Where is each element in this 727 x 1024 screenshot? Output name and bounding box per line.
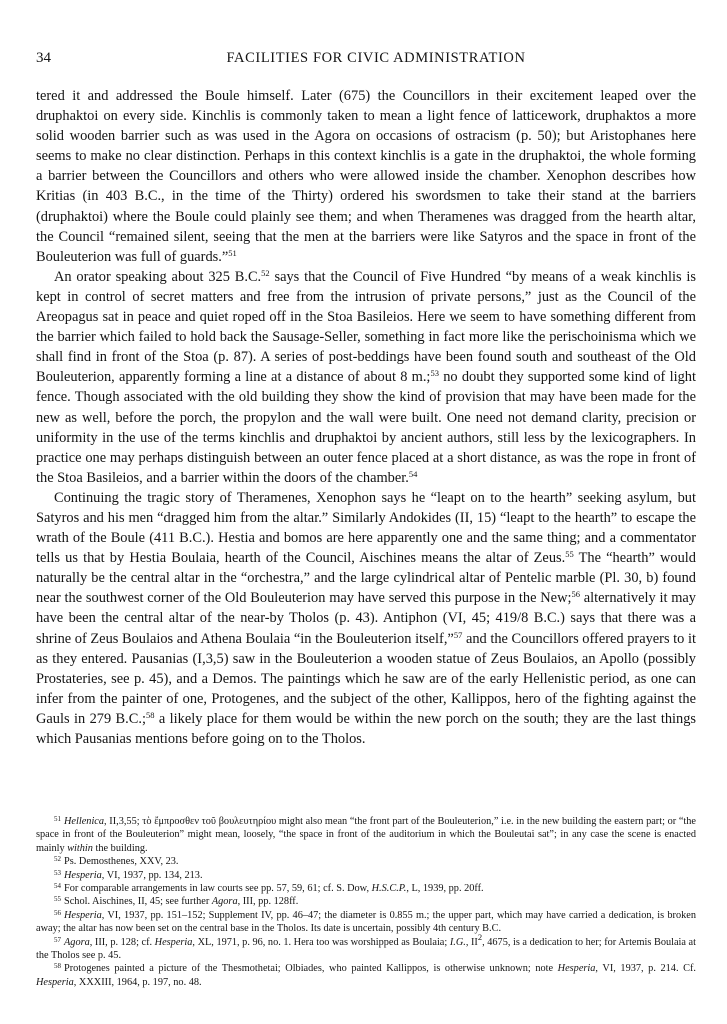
text-run: , II	[465, 936, 478, 948]
footnote-number: 56	[54, 908, 61, 917]
text-run: An orator speaking about 325 B.C.	[54, 268, 262, 285]
running-title: FACILITIES FOR CIVIC ADMINISTRATION	[226, 50, 526, 66]
text-run: and the Councillors offered prayers to it as they entered. Pausanias (I,3,5) saw in the Bouleuterion a wooden statue of Zeus Boulaios, an Apollo (possibly Prostateries, see p. 45), and a Demos. The paintings which he saw are of the early Hellenistic period, as one can infer from the painter of one, Protogenes, and the subject of the other, Kallippos, hero of the fighting against the Gauls in 279 B.C.;	[36, 630, 696, 727]
body-paragraph	[36, 488, 696, 749]
page-number: 34	[36, 50, 51, 66]
text-run: , III, pp. 128ff.	[237, 896, 299, 908]
main-text	[36, 86, 696, 749]
text-run: , III, p. 128; cf.	[89, 936, 155, 948]
italic-text: Hesperia	[64, 869, 102, 881]
footnote	[36, 962, 696, 989]
text-run: For comparable arrangements in law courts see pp. 57, 59, 61; cf. S. Dow,	[64, 883, 372, 895]
italic-text: I.G.	[449, 936, 466, 948]
footnote-ref: 53	[430, 368, 439, 379]
text-run: tered it and addressed the Boule himself. Later (675) the Councillors in their excitement leaped over the druphaktoi on every side. Kinchlis is commonly taken to mean a light fence of latticework, druphaktos a more solid wooden barrier such as was used in the Agora on occasions of ostracism (p. 50); but Aristophanes here seems to make no clear distinction. Perhaps in this context kinchlis is a gate in the druphaktoi, the whole forming a barrier between the Councillors and others who were allowed inside the chamber. Xenophon describes how Kritias (in 403 B.C., in the time of the Thirty) ordered his swordsmen to take their stand at the barriers (druphaktoi) where the Boule could plainly see them; and when Theramenes was dragged from the hearth altar, the Council “remained silent, seeing that the men at the barriers were like Satyros and the space in front of the Bouleuterion was full of guards.”	[36, 88, 696, 265]
italic-text: Hesperia	[557, 963, 596, 975]
page-header	[36, 50, 696, 72]
text-run: , XXXIII, 1964, p. 197, no. 48.	[73, 976, 202, 988]
text-run: says that the Council of Five Hundred “by means of a weak kinchlis is kept in control of secret matters and free from the intrusion of private persons,” just as the Council of the Areopagus sat in peace and quiet roped off in the Stoa Basileios. Here we seem to have something different from the barrier which failed to hold back the Sausage-Seller, something in fact more like the perischoinisma which we shall find in front of the Stoa (p. 87). A series of post-beddings have been found south and southeast of the Old Bouleuterion, apparently forming a line at a distance of about 8 m.;	[36, 268, 697, 386]
footnote-ref: 56	[571, 589, 580, 600]
italic-text: Hesperia	[36, 976, 74, 988]
text-run: alternatively it may have been the central altar of the near-by Tholos (p. 43). Antiphon (VI, 45; 419/8 B.C.) says that there was a shrine of Zeus Boulaios and Athena Boulaia “in the Bouleuterion itself,”	[36, 590, 697, 647]
text-run: , 4675, is a dedication to her; for Artemis Boulaia at the Tholos see p. 45.	[36, 936, 696, 962]
italic-text: Agora	[64, 936, 90, 948]
text-run: , II,3,55; τὸ ἔμπροσθεν τοῦ βουλευτηρίου might also mean “the front part of the Bouleuterion,” i.e. in the new building the eastern part; or “the space in front of the Bouleuterion” might mean, loosely, “the space in front of the auditorium in which the Bouleutai sat”; in any case the scene is enacted mainly	[36, 816, 696, 854]
text-run: , L, 1939, pp. 20ff.	[406, 883, 484, 895]
footnote	[36, 882, 696, 895]
footnote-ref: 55	[565, 549, 574, 560]
text-run: , VI, 1937, pp. 151–152; Supplement IV, pp. 46–47; the diameter is 0.855 m.; the upper part, which may have carried a dedication, is broken away; the altar has now been set on the central base in the Tholos. Its date is uncertain, possibly 4th century B.C.	[36, 909, 696, 935]
italic-text: Hesperia	[154, 936, 193, 948]
footnote-ref: 57	[453, 629, 463, 640]
footnote-ref: 54	[408, 468, 418, 479]
italic-text: Hesperia	[64, 909, 102, 921]
footnote-ref: 52	[261, 267, 270, 278]
italic-text: Agora	[211, 896, 238, 908]
body-paragraph	[36, 86, 696, 267]
footnote-number: 55	[54, 895, 61, 904]
footnote-number: 57	[54, 935, 61, 944]
text-run: the building.	[92, 842, 148, 854]
footnote	[36, 931, 696, 963]
footnote-number: 53	[54, 868, 61, 877]
text-run: no doubt they supported some kind of light fence. Though associated with the old building they show the kind of provision that may have been made for the new as well, before the porch, the propylon and the wall were built. One need not demand clarity, precision or uniformity in the use of the terms kinchlis and druphaktoi by ancient authors, still less by the lexicographers. In practice one may perhaps distinguish between an outer fence placed at a short distance, as was the rope in front of the Stoa Basileios, and a barrier within the doors of the chamber.	[36, 369, 696, 486]
footnote	[36, 815, 696, 855]
footnote-ref: 51	[228, 247, 237, 258]
footnotes	[36, 815, 696, 989]
text-run: Ps. Demosthenes, XXV, 23.	[64, 856, 179, 868]
footnote-number: 58	[54, 962, 61, 971]
footnote	[36, 909, 696, 936]
italic-text: H.S.C.P.	[371, 883, 407, 895]
footnote	[36, 869, 696, 882]
footnote-number: 51	[54, 815, 61, 823]
text-run: The “hearth” would naturally be the central altar in the “orchestra,” and the large cylindrical altar of Pentelic marble (Pl. 30, b) found near the southwest corner of the Old Bouleuterion may have served this purpose in the New;	[36, 550, 696, 607]
italic-text: Hellenica	[64, 816, 105, 827]
text-run: Schol. Aischines, II, 45; see further	[64, 896, 212, 908]
footnote	[36, 855, 696, 868]
text-run: a likely place for them would be within the new porch on the south; they are the last things which Pausanias mentions before going on to the Tholos.	[36, 710, 697, 747]
text-run: , VI, 1937, p. 214. Cf.	[595, 963, 696, 975]
footnote-ref: 2	[477, 931, 483, 942]
footnote-number: 54	[54, 882, 61, 891]
footnote	[36, 895, 696, 908]
text-run: , XL, 1971, p. 96, no. 1. Hera too was worshipped as Boulaia;	[192, 936, 450, 948]
text-run: , VI, 1937, pp. 134, 213.	[101, 869, 203, 881]
text-run: Continuing the tragic story of Theramenes, Xenophon says he “leapt on to the hearth” seeking asylum, but Satyros and his men “dragged him from the altar.” Similarly Andokides (II, 15) “leapt to the hearth” to escape the wrath of the Boule (411 B.C.). Hestia and bomos are here apparently one and the same thing; and a commentator tells us that by Hestia Boulaia, hearth of the Council, Aischines means the altar of Zeus.	[36, 489, 696, 567]
italic-text: within	[67, 842, 93, 854]
footnote-ref: 58	[145, 709, 155, 720]
text-run: Protogenes painted a picture of the Thesmothetai; Olbiades, who painted Kallippos, is otherwise unknown; note	[64, 963, 558, 975]
body-paragraph	[36, 267, 696, 488]
footnote-number: 52	[54, 855, 61, 864]
